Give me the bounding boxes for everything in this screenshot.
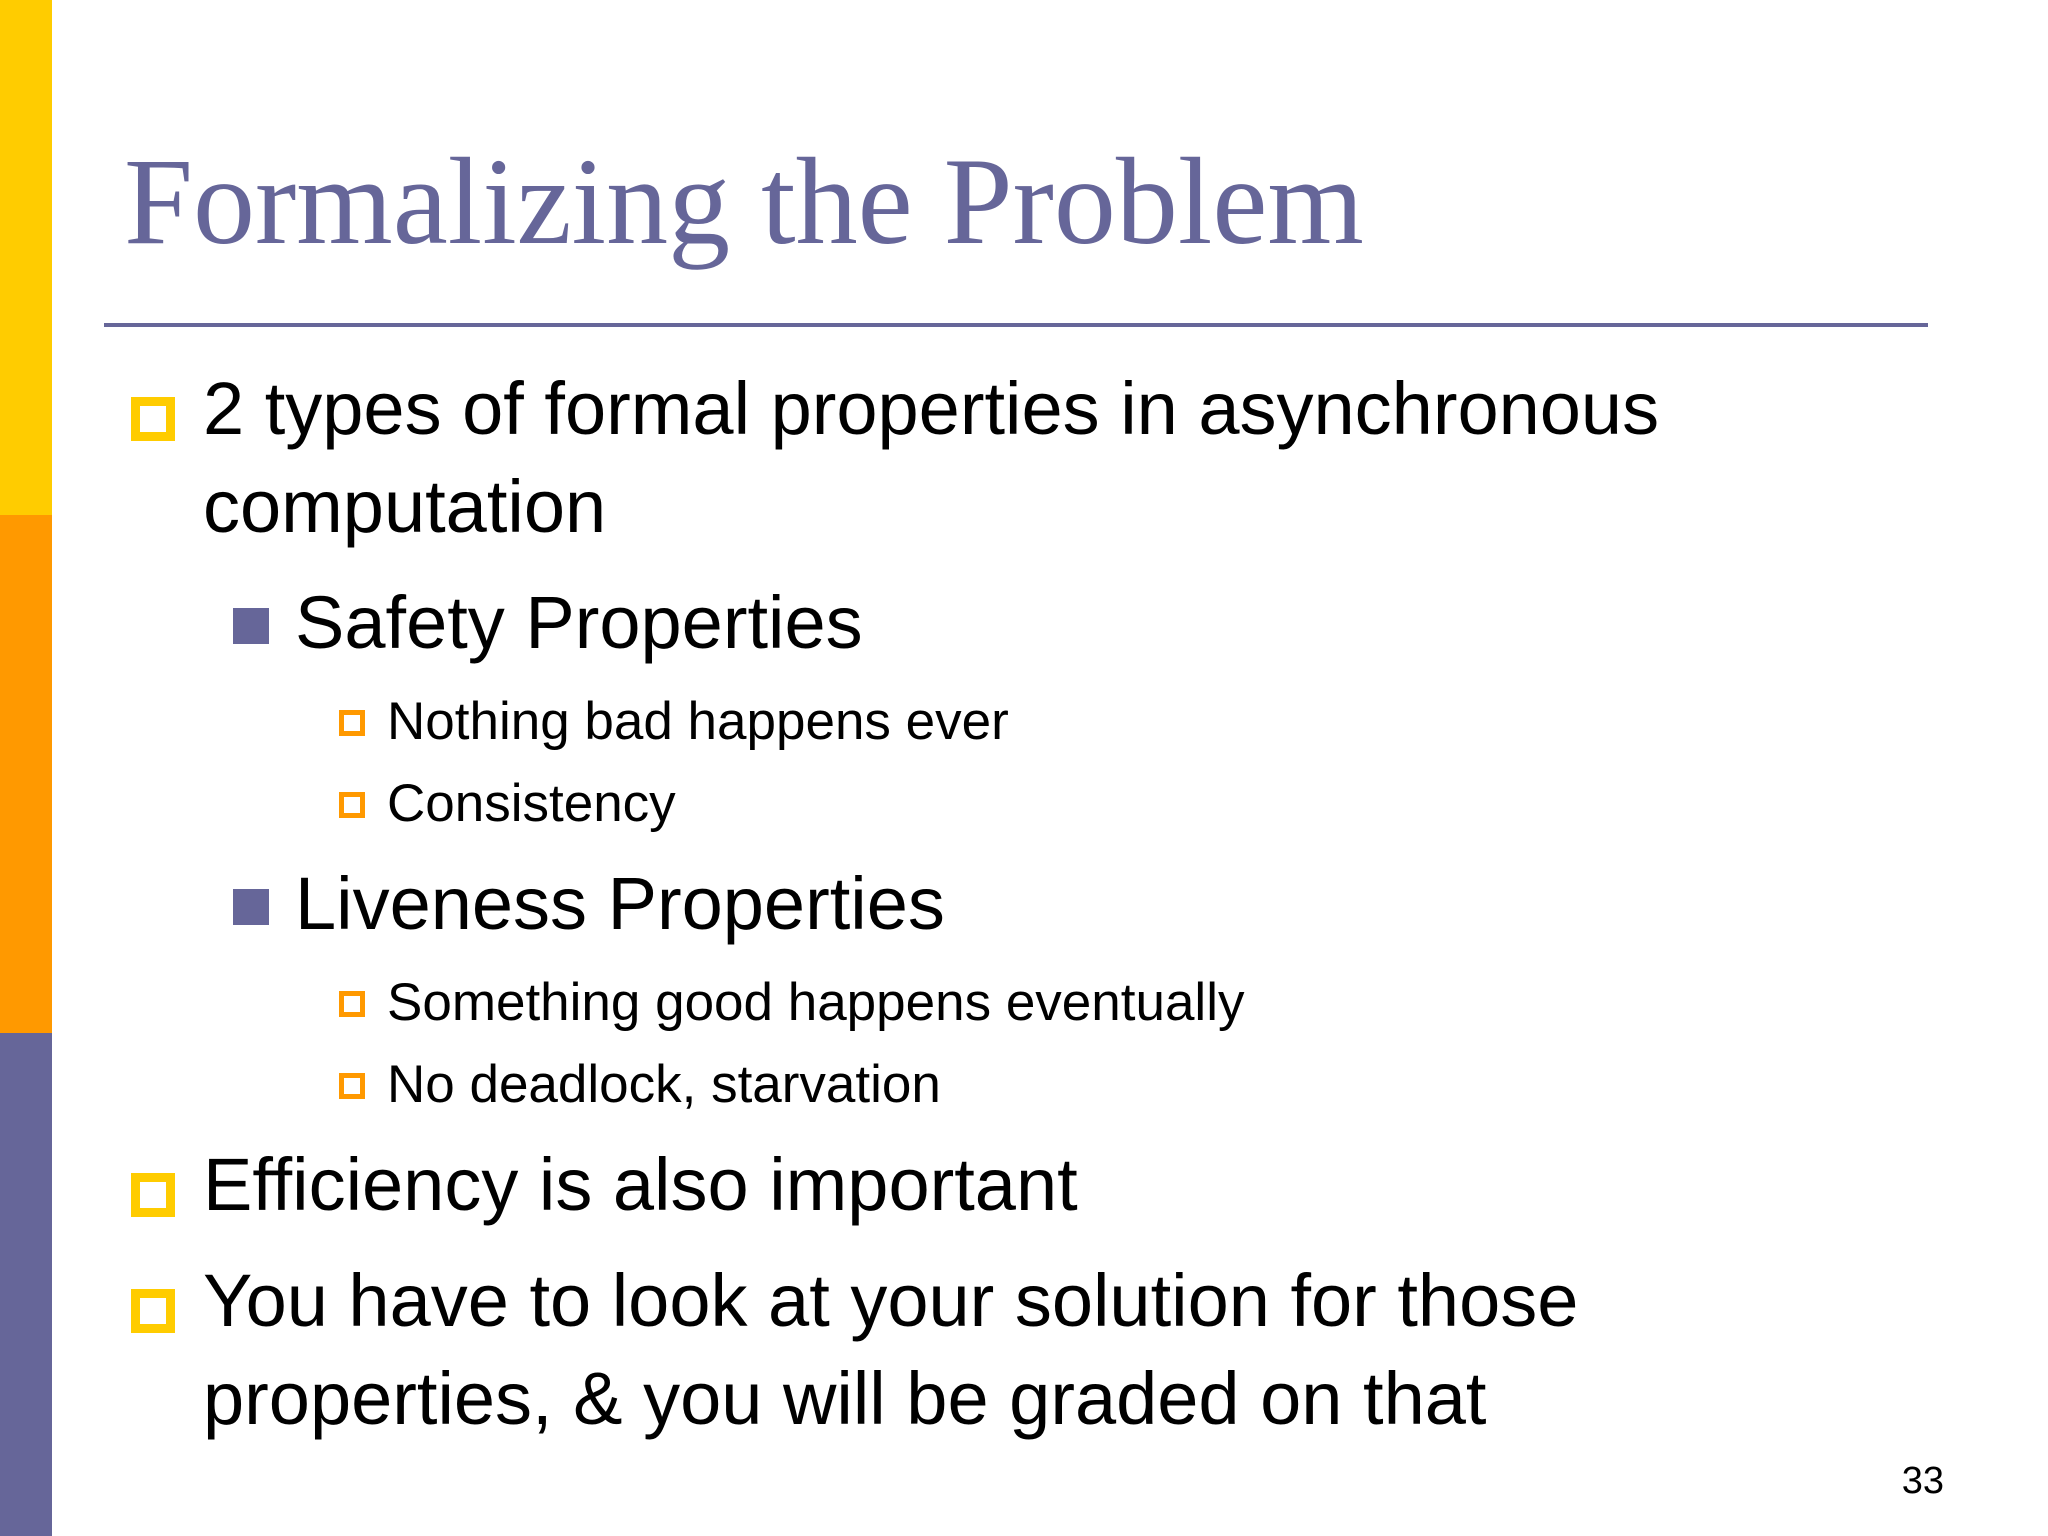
side-bar-yellow-segment: [0, 0, 52, 515]
bullet-text-line-1: You have to look at your solution for those: [203, 1259, 1579, 1342]
slide-page-number: 33: [1901, 1460, 1944, 1502]
hollow-square-bullet-icon: [131, 1289, 175, 1333]
bullet-text: Something good happens eventually: [387, 973, 1245, 1032]
bullet-item-something-good: [387, 968, 1244, 1038]
bullet-item-safety-properties: [295, 574, 863, 672]
bullet-item-efficiency: [203, 1136, 1078, 1234]
bullet-text-line-1: 2 types of formal properties in asynchronous: [203, 367, 1660, 450]
side-bar-purple-segment: [0, 1033, 52, 1536]
bullet-text: Efficiency is also important: [203, 1143, 1078, 1226]
bullet-item-liveness-properties: [295, 855, 945, 953]
hollow-square-bullet-icon: [339, 1073, 365, 1099]
bullet-text: Safety Properties: [295, 581, 863, 664]
bullet-text-line-2: computation: [203, 465, 607, 548]
bullet-item-formal-properties: [203, 360, 1659, 556]
bullet-text-line-2: properties, & you will be graded on that: [203, 1357, 1487, 1440]
title-divider: [104, 323, 1928, 327]
bullet-item-look-at-solution: [203, 1252, 1578, 1448]
bullet-text: Liveness Properties: [295, 862, 945, 945]
filled-square-bullet-icon: [233, 889, 269, 925]
bullet-item-consistency: [387, 769, 676, 839]
slide-title: Formalizing the Problem: [124, 133, 1364, 270]
hollow-square-bullet-icon: [339, 991, 365, 1017]
bullet-text: Consistency: [387, 774, 676, 833]
hollow-square-bullet-icon: [131, 1173, 175, 1217]
hollow-square-bullet-icon: [339, 710, 365, 736]
filled-square-bullet-icon: [233, 608, 269, 644]
bullet-item-nothing-bad: [387, 687, 1009, 757]
side-accent-bar: [0, 0, 52, 1536]
bullet-item-no-deadlock: [387, 1050, 941, 1120]
bullet-text: No deadlock, starvation: [387, 1055, 941, 1114]
bullet-text: Nothing bad happens ever: [387, 692, 1009, 751]
side-bar-orange-segment: [0, 515, 52, 1033]
hollow-square-bullet-icon: [339, 792, 365, 818]
hollow-square-bullet-icon: [131, 397, 175, 441]
